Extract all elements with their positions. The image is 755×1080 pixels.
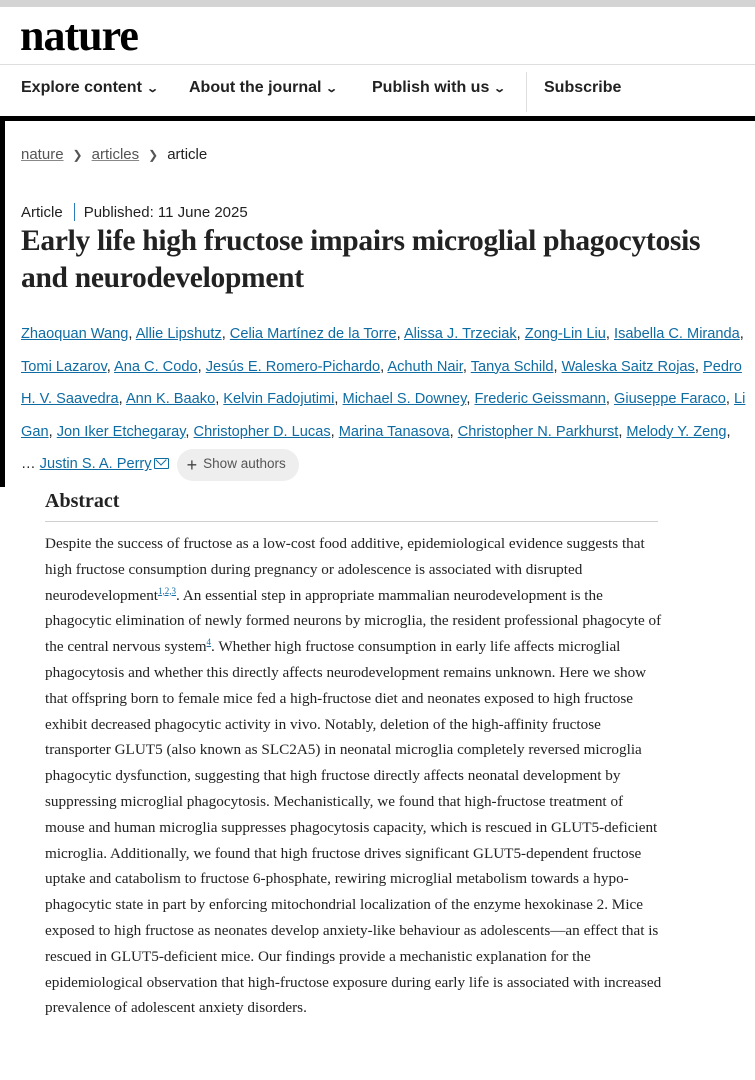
nav-about-journal[interactable] xyxy=(189,79,337,97)
breadcrumb-current: article xyxy=(167,146,208,163)
author-link[interactable]: Isabella C. Miranda xyxy=(614,326,740,342)
author-link[interactable]: Li Gan xyxy=(21,391,746,440)
nav-divider-top xyxy=(0,64,755,65)
breadcrumb-articles[interactable]: articles xyxy=(91,146,140,163)
author-link[interactable]: Ann K. Baako xyxy=(125,391,216,408)
chevron-down-icon: ⌄ xyxy=(325,82,339,95)
envelope-icon[interactable] xyxy=(154,458,169,469)
show-authors-label: Show authors xyxy=(203,456,286,472)
author-link[interactable]: Frederic Geissmann xyxy=(474,391,606,408)
author-ellipsis: … xyxy=(21,456,36,473)
author-link[interactable]: Zhaoquan Wang xyxy=(21,326,129,342)
nav-divider-bottom xyxy=(0,116,755,121)
author-link[interactable]: Jesús E. Romero-Pichardo xyxy=(205,358,381,375)
author-link[interactable]: Celia Martínez de la Torre xyxy=(229,326,397,342)
nav-publish-with-us-label: Publish with us xyxy=(372,79,490,96)
article-title: Early life high fructose impairs microglial phagocytosis and neurodevelopment xyxy=(21,225,701,294)
breadcrumb-nature[interactable]: nature xyxy=(21,146,64,163)
author-link[interactable]: Jon Iker Etchegaray xyxy=(56,423,186,440)
chevron-down-icon: ⌄ xyxy=(493,82,507,95)
citation-link[interactable]: 1,2,3 xyxy=(158,585,177,596)
author-link[interactable]: Ana C. Codo xyxy=(114,358,198,375)
author-link[interactable]: Christopher N. Parkhurst xyxy=(457,423,619,440)
article-type: Article xyxy=(21,203,63,221)
author-link[interactable]: Waleska Saitz Rojas xyxy=(561,358,695,375)
abstract-heading: Abstract xyxy=(45,490,120,512)
corresponding-author-link[interactable]: Justin S. A. Perry xyxy=(39,456,152,473)
citation-link[interactable]: 4 xyxy=(206,637,212,648)
author-link[interactable]: Marina Tanasova xyxy=(338,423,450,440)
author-link[interactable]: Allie Lipshutz xyxy=(135,326,222,342)
nav-about-journal-label: About the journal xyxy=(189,79,322,96)
author-link[interactable]: Achuth Nair xyxy=(387,358,463,375)
abstract-segment: . Whether high fructose consumption in early life affects microglial phagocytosis and whether this directly affects neurodevelopment remains unknown. Here we show that offspring born to female mice fed a high-fructose diet and neonates exposed to high fructose exhibit decreased phagocytic activity in vivo. Notably, deletion of the high-affinity fructose transporter GLUT5 (also known as SLC2A5) in neonatal microglia completely reversed microglia phagocytic dysfunction, suggesting that high fructose directly affects neonatal development by suppressing microglial phagocytosis. Mechanistically, we found that high-fructose treatment of mouse and human microglia suppresses phagocytosis capacity, which is rescued in GLUT5-deficient microglia. Additionally, we found that high fructose drives significant GLUT5-dependent fructose uptake and catabolism to fructose 6-phosphate, rewiring microglial metabolism towards a hypo-phagocytic state in part by enforcing mitochondrial localization of the enzyme hexokinase 2. Mice exposed to high fructose as neonates develop anxiety-like behaviour as adolescents—an effect that is rescued in GLUT5-deficient mice. Our findings provide a mechanistic explanation for the epidemiological observation that high-fructose exposure during early life is associated with increased prevalence of adolescent anxiety disorders. xyxy=(45,638,662,1017)
nav-subscribe-label: Subscribe xyxy=(544,79,622,96)
article-meta xyxy=(21,203,248,221)
chevron-right-icon: ❯ xyxy=(148,147,159,162)
author-link[interactable]: Zong-Lin Liu xyxy=(524,326,606,342)
author-link[interactable]: Alissa J. Trzeciak xyxy=(403,326,517,342)
author-link[interactable]: Melody Y. Zeng xyxy=(626,423,727,440)
author-link[interactable]: Kelvin Fadojutimi xyxy=(223,391,335,408)
author-link[interactable]: Giuseppe Faraco xyxy=(613,391,726,408)
show-authors-button[interactable] xyxy=(177,449,299,481)
nav-subscribe[interactable] xyxy=(544,79,621,97)
abstract-segment: Despite the success of fructose as a low-cost food additive, epidemiological evidence suggests that high fructose consumption during pregnancy or adolescence is associated with disrupted neurodevelopment xyxy=(45,535,645,604)
plus-icon: + xyxy=(186,454,198,475)
author-link[interactable]: Tomi Lazarov xyxy=(21,358,107,375)
author-link[interactable]: Christopher D. Lucas xyxy=(193,423,331,440)
abstract-divider xyxy=(45,521,658,522)
author-link[interactable]: Michael S. Downey xyxy=(342,391,467,408)
author-list: Zhaoquan Wang, Allie Lipshutz, Celia Martínez de la Torre, Alissa J. Trzeciak, Zong-Lin Liu, Isabella C. Miranda, Tomi Lazarov, Ana C. Codo, Jesús E. Romero-Pichardo, Achuth Nair, Tanya Schild, Waleska Saitz Rojas, Pedro H. V. Saavedra, Ann K. Baako, Kelvin Fadojutimi, Michael S. Downey, Frederic Geissmann, Giuseppe Faraco, Li Gan, Jon Iker Etchegaray, Christopher D. Lucas, Marina Tanasova, Christopher N. Parkhurst, Melody Y. Zeng, … Justin S. A. Perry + Show authors xyxy=(21,318,747,481)
left-frame-edge xyxy=(0,121,5,487)
chevron-right-icon: ❯ xyxy=(72,147,83,162)
nav-separator xyxy=(526,72,527,112)
abstract-text xyxy=(45,531,665,1021)
author-link[interactable]: Tanya Schild xyxy=(470,358,554,375)
published-date: Published: 11 June 2025 xyxy=(83,203,248,221)
meta-divider xyxy=(74,203,75,221)
abstract-segment: . An essential step in appropriate mammalian neurodevelopment is the phagocytic elimination of newly formed neurons by microglia, the resident professional phagocyte of the central nervous system xyxy=(45,586,662,656)
nav-publish-with-us[interactable] xyxy=(372,79,505,97)
breadcrumb xyxy=(21,146,207,163)
browser-top-strip xyxy=(0,0,755,7)
nav-explore-content-label: Explore content xyxy=(21,79,142,96)
nav-explore-content[interactable] xyxy=(21,79,157,97)
author-link[interactable]: Pedro H. V. Saavedra xyxy=(21,358,742,408)
site-logo[interactable]: nature xyxy=(20,11,138,60)
chevron-down-icon: ⌄ xyxy=(146,82,159,95)
main-nav xyxy=(0,66,755,116)
